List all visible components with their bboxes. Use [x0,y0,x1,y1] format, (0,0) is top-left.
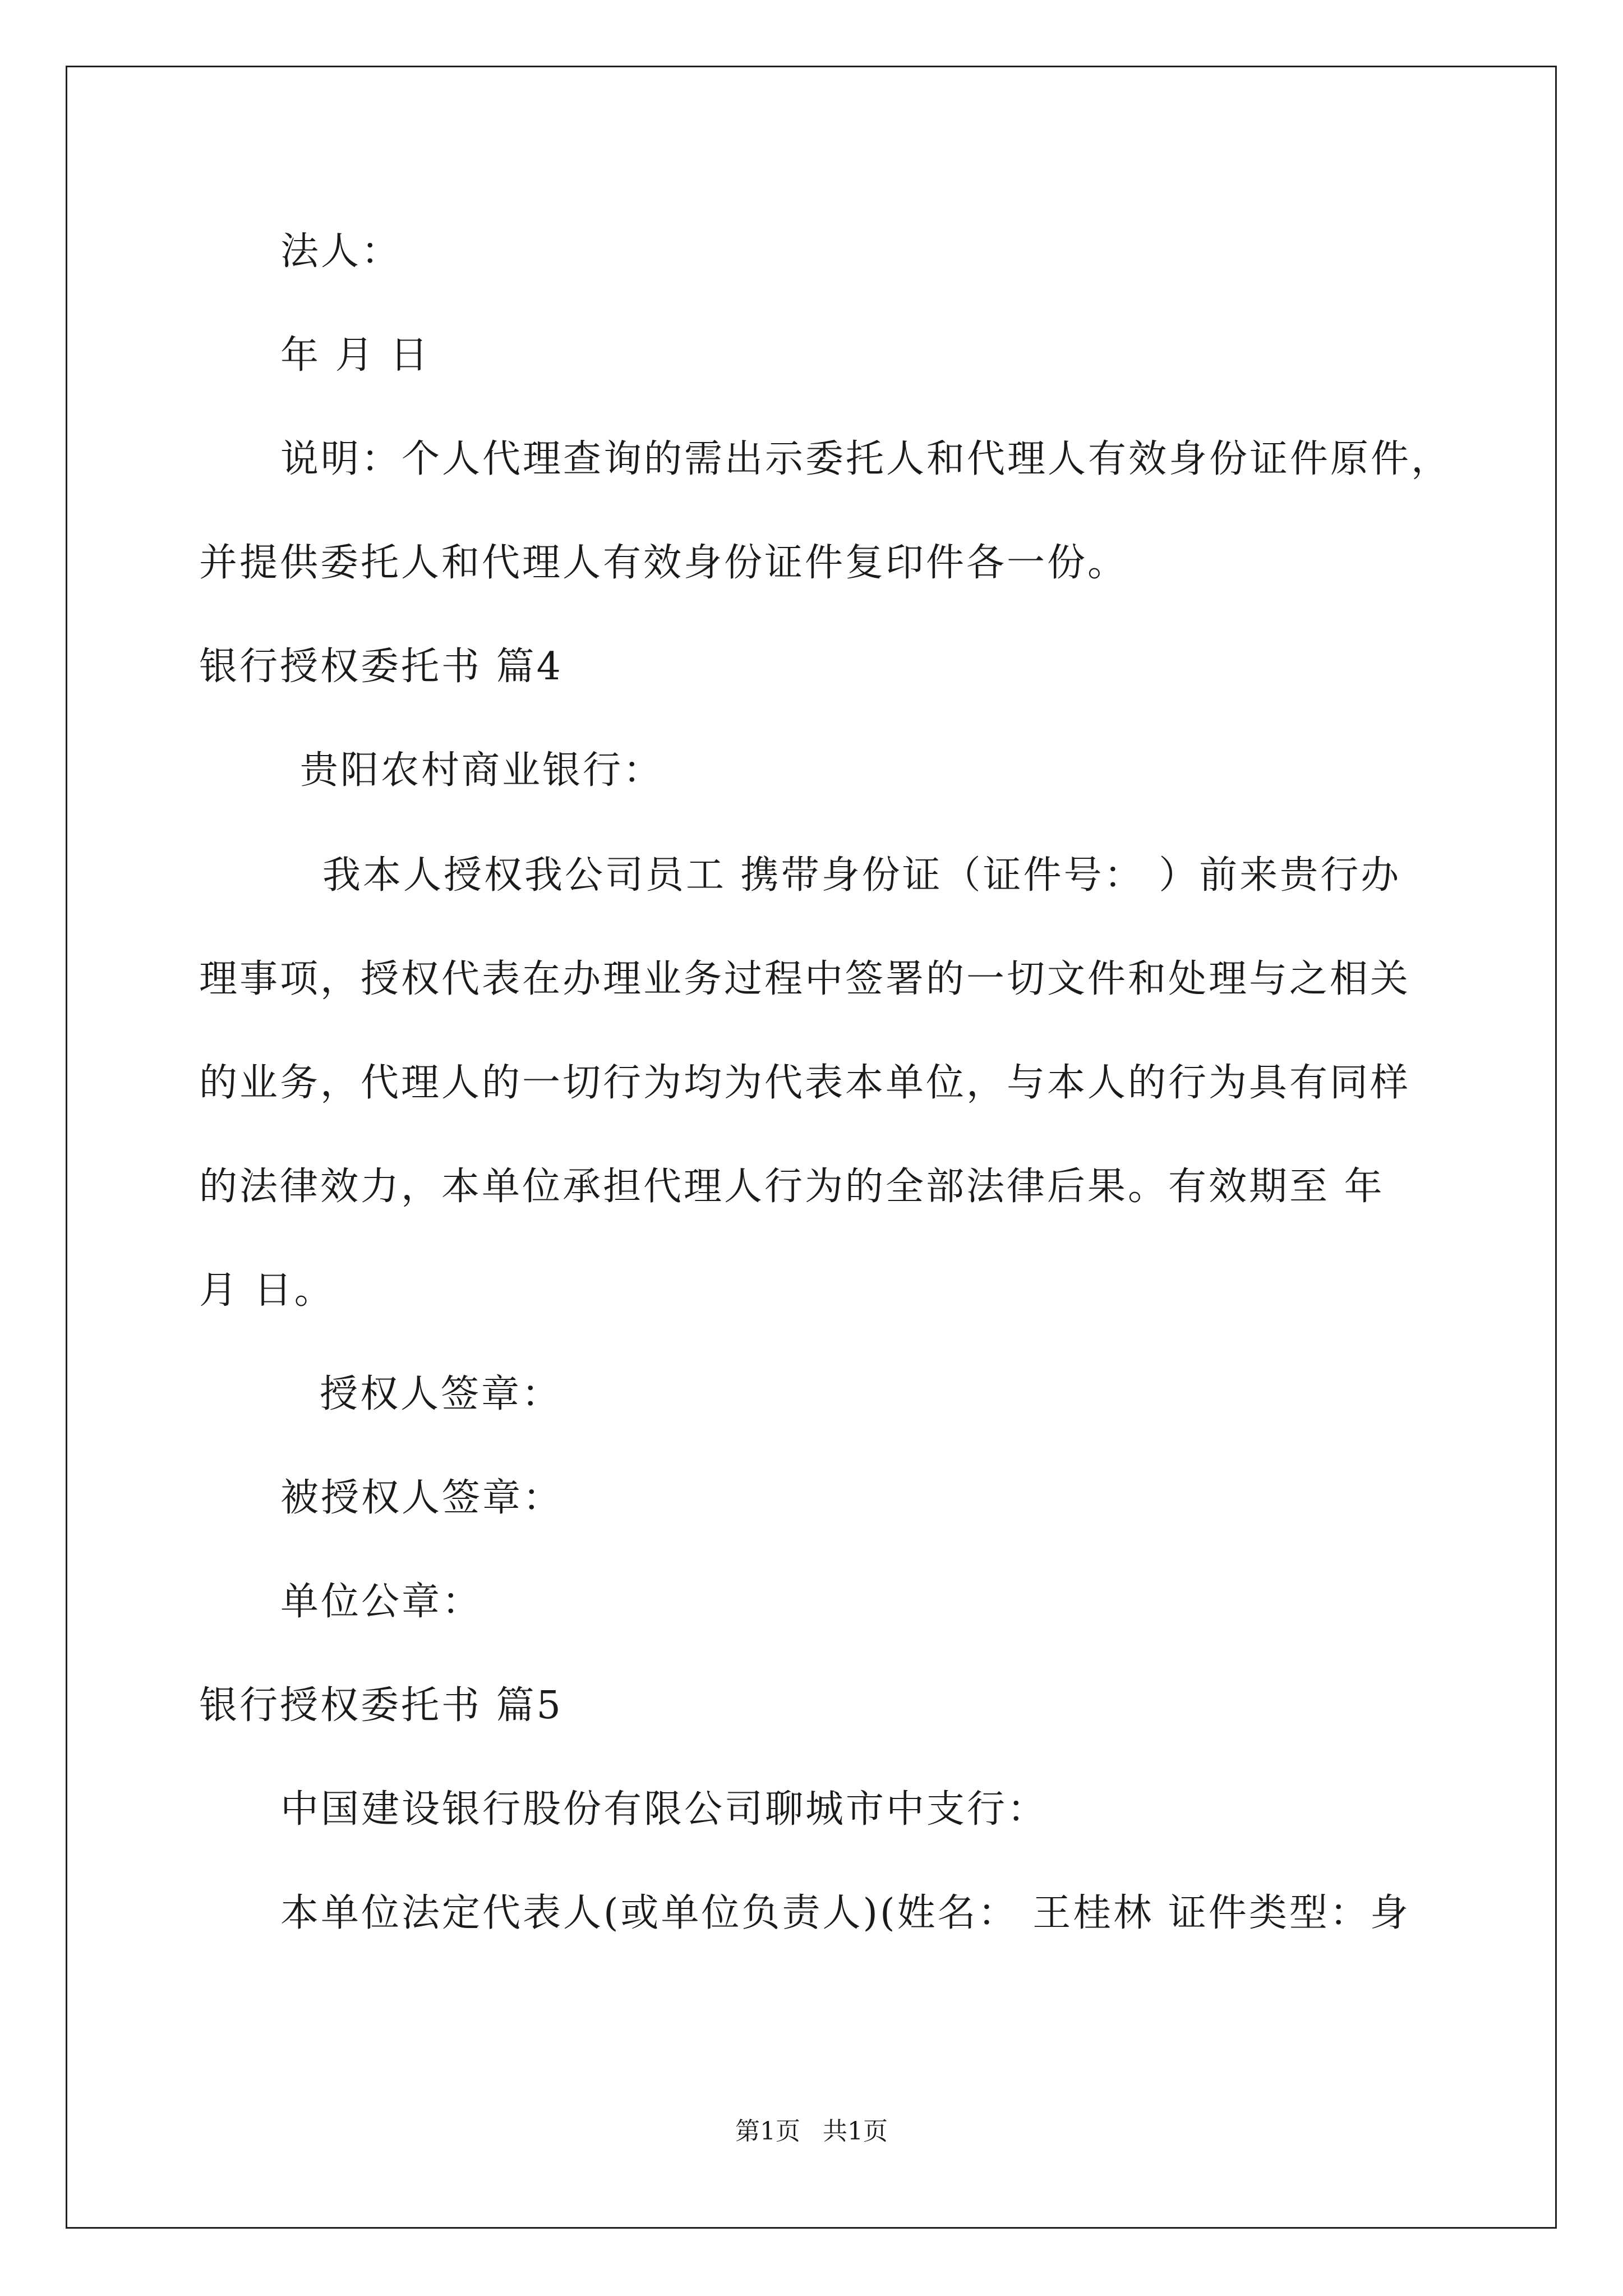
section-heading-4: 银行授权委托书 篇4 [199,645,563,689]
line-note-2: 并提供委托人和代理人有效身份证件复印件各一份。 [199,541,1128,585]
line-addressee-guiyang: 贵阳农村商业银行： [300,748,664,793]
line-body-3: 的业务，代理人的一切行为均为代表本单位，与本人的行为具有同样 [199,1061,1411,1105]
page-footer [0,2119,1623,2144]
line-body-6: 本单位法定代表人(或单位负责人)(姓名： 王桂林 证件类型：身 [280,1891,1410,1935]
line-authorizer-signature: 授权人签章： [320,1372,562,1416]
line-addressee-ccb: 中国建设银行股份有限公司聊城市中支行： [280,1787,1048,1832]
line-body-5: 月 日。 [199,1268,335,1313]
page-number: 第1页 [735,2117,800,2146]
line-legal-person: 法人： [280,229,402,274]
line-authorized-signature: 被授权人签章： [280,1476,564,1520]
line-body-1: 我本人授权我公司员工 携带身份证（证件号： ）前来贵行办 [322,853,1401,898]
page-total: 共1页 [823,2117,888,2146]
line-note-1: 说明：个人代理查询的需出示委托人和代理人有效身份证件原件， [280,437,1452,481]
line-body-2: 理事项，授权代表在办理业务过程中签署的一切文件和处理与之相关 [199,957,1411,1001]
line-date: 年 月 日 [280,333,431,378]
section-heading-5: 银行授权委托书 篇5 [199,1683,563,1728]
line-body-4: 的法律效力，本单位承担代理人行为的全部法律后果。有效期至 年 [199,1165,1385,1209]
line-company-seal: 单位公章： [280,1580,483,1624]
